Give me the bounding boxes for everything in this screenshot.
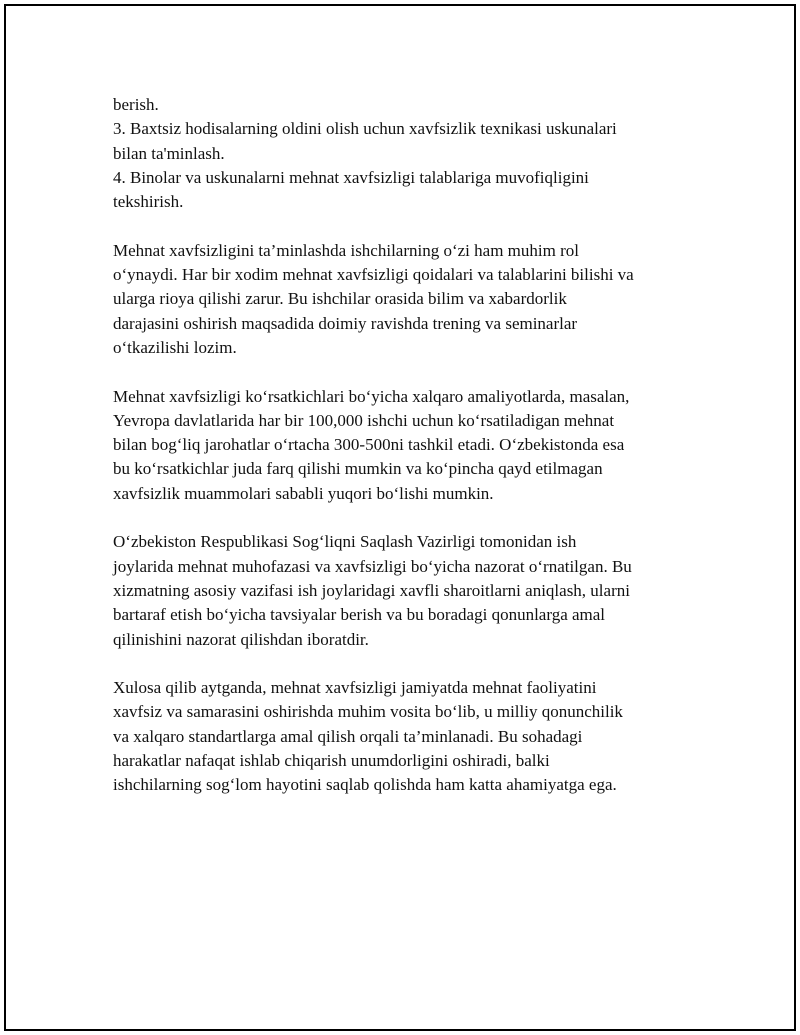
paragraph-ministry-oversight [113, 530, 703, 651]
text-line: 4. Binolar va uskunalarni mehnat xavfsizligi talablariga muvofiqligini [113, 167, 589, 187]
text-line: Mehnat xavfsizligini ta’minlashda ishchilarning o‘zi ham muhim rol [113, 240, 579, 260]
text-line: Mehnat xavfsizligi ko‘rsatkichlari bo‘yicha xalqaro amaliyotlarda, masalan, [113, 386, 630, 406]
text-line: O‘zbekiston Respublikasi Sog‘liqni Saqlash Vazirligi tomonidan ish [113, 532, 577, 552]
text-line: darajasini oshirish maqsadida doimiy ravishda trening va seminarlar [113, 313, 578, 333]
text-line: xavfsizlik muammolari sababli yuqori bo‘lishi mumkin. [113, 483, 494, 503]
text-line: ishchilarning sog‘lom hayotini saqlab qolishda ham katta ahamiyatga ega. [113, 775, 617, 795]
text-line: va xalqaro standartlarga amal qilish orqali ta’minlanadi. Bu sohadagi [113, 726, 583, 746]
text-line: xavfsiz va samarasini oshirishda muhim vosita bo‘lib, u milliy qonunchilik [113, 702, 623, 722]
text-line: 3. Baxtsiz hodisalarning oldini olish uchun xavfsizlik texnikasi uskunalari [113, 119, 617, 139]
text-line: ularga rioya qilishi zarur. Bu ishchilar orasida bilim va xabardorlik [113, 289, 567, 309]
text-line: bilan bog‘liq jarohatlar o‘rtacha 300-500ni tashkil etadi. O‘zbekistonda esa [113, 435, 625, 455]
text-line: Yevropa davlatlarida har bir 100,000 ishchi uchun ko‘rsatiladigan mehnat [113, 410, 615, 430]
paragraph-international-indicators [113, 385, 703, 506]
text-line: qilinishini nazorat qilishdan iboratdir. [113, 629, 369, 649]
paragraph-conclusion [113, 676, 703, 797]
text-line: bu ko‘rsatkichlar juda farq qilishi mumkin va ko‘pincha qayd etilmagan [113, 459, 603, 479]
paragraph-list-continuation [113, 93, 703, 214]
paragraph-worker-role [113, 239, 703, 360]
document-body [113, 93, 703, 798]
text-line: o‘ynaydi. Har bir xodim mehnat xavfsizligi qoidalari va talablarini bilishi va [113, 265, 634, 285]
text-line: xizmatning asosiy vazifasi ish joylaridagi xavfli sharoitlarni aniqlash, ularni [113, 580, 630, 600]
text-line: joylarida mehnat muhofazasi va xavfsizligi bo‘yicha nazorat o‘rnatilgan. Bu [113, 556, 632, 576]
text-line: harakatlar nafaqat ishlab chiqarish unumdorligini oshiradi, balki [113, 751, 550, 771]
text-line: bartaraf etish bo‘yicha tavsiyalar berish va bu boradagi qonunlarga amal [113, 605, 606, 625]
text-line: Xulosa qilib aytganda, mehnat xavfsizligi jamiyatda mehnat faoliyatini [113, 678, 597, 698]
text-line: berish. [113, 95, 159, 114]
text-line: tekshirish. [113, 192, 184, 212]
text-line: o‘tkazilishi lozim. [113, 337, 237, 357]
text-line: bilan ta'minlash. [113, 143, 225, 163]
